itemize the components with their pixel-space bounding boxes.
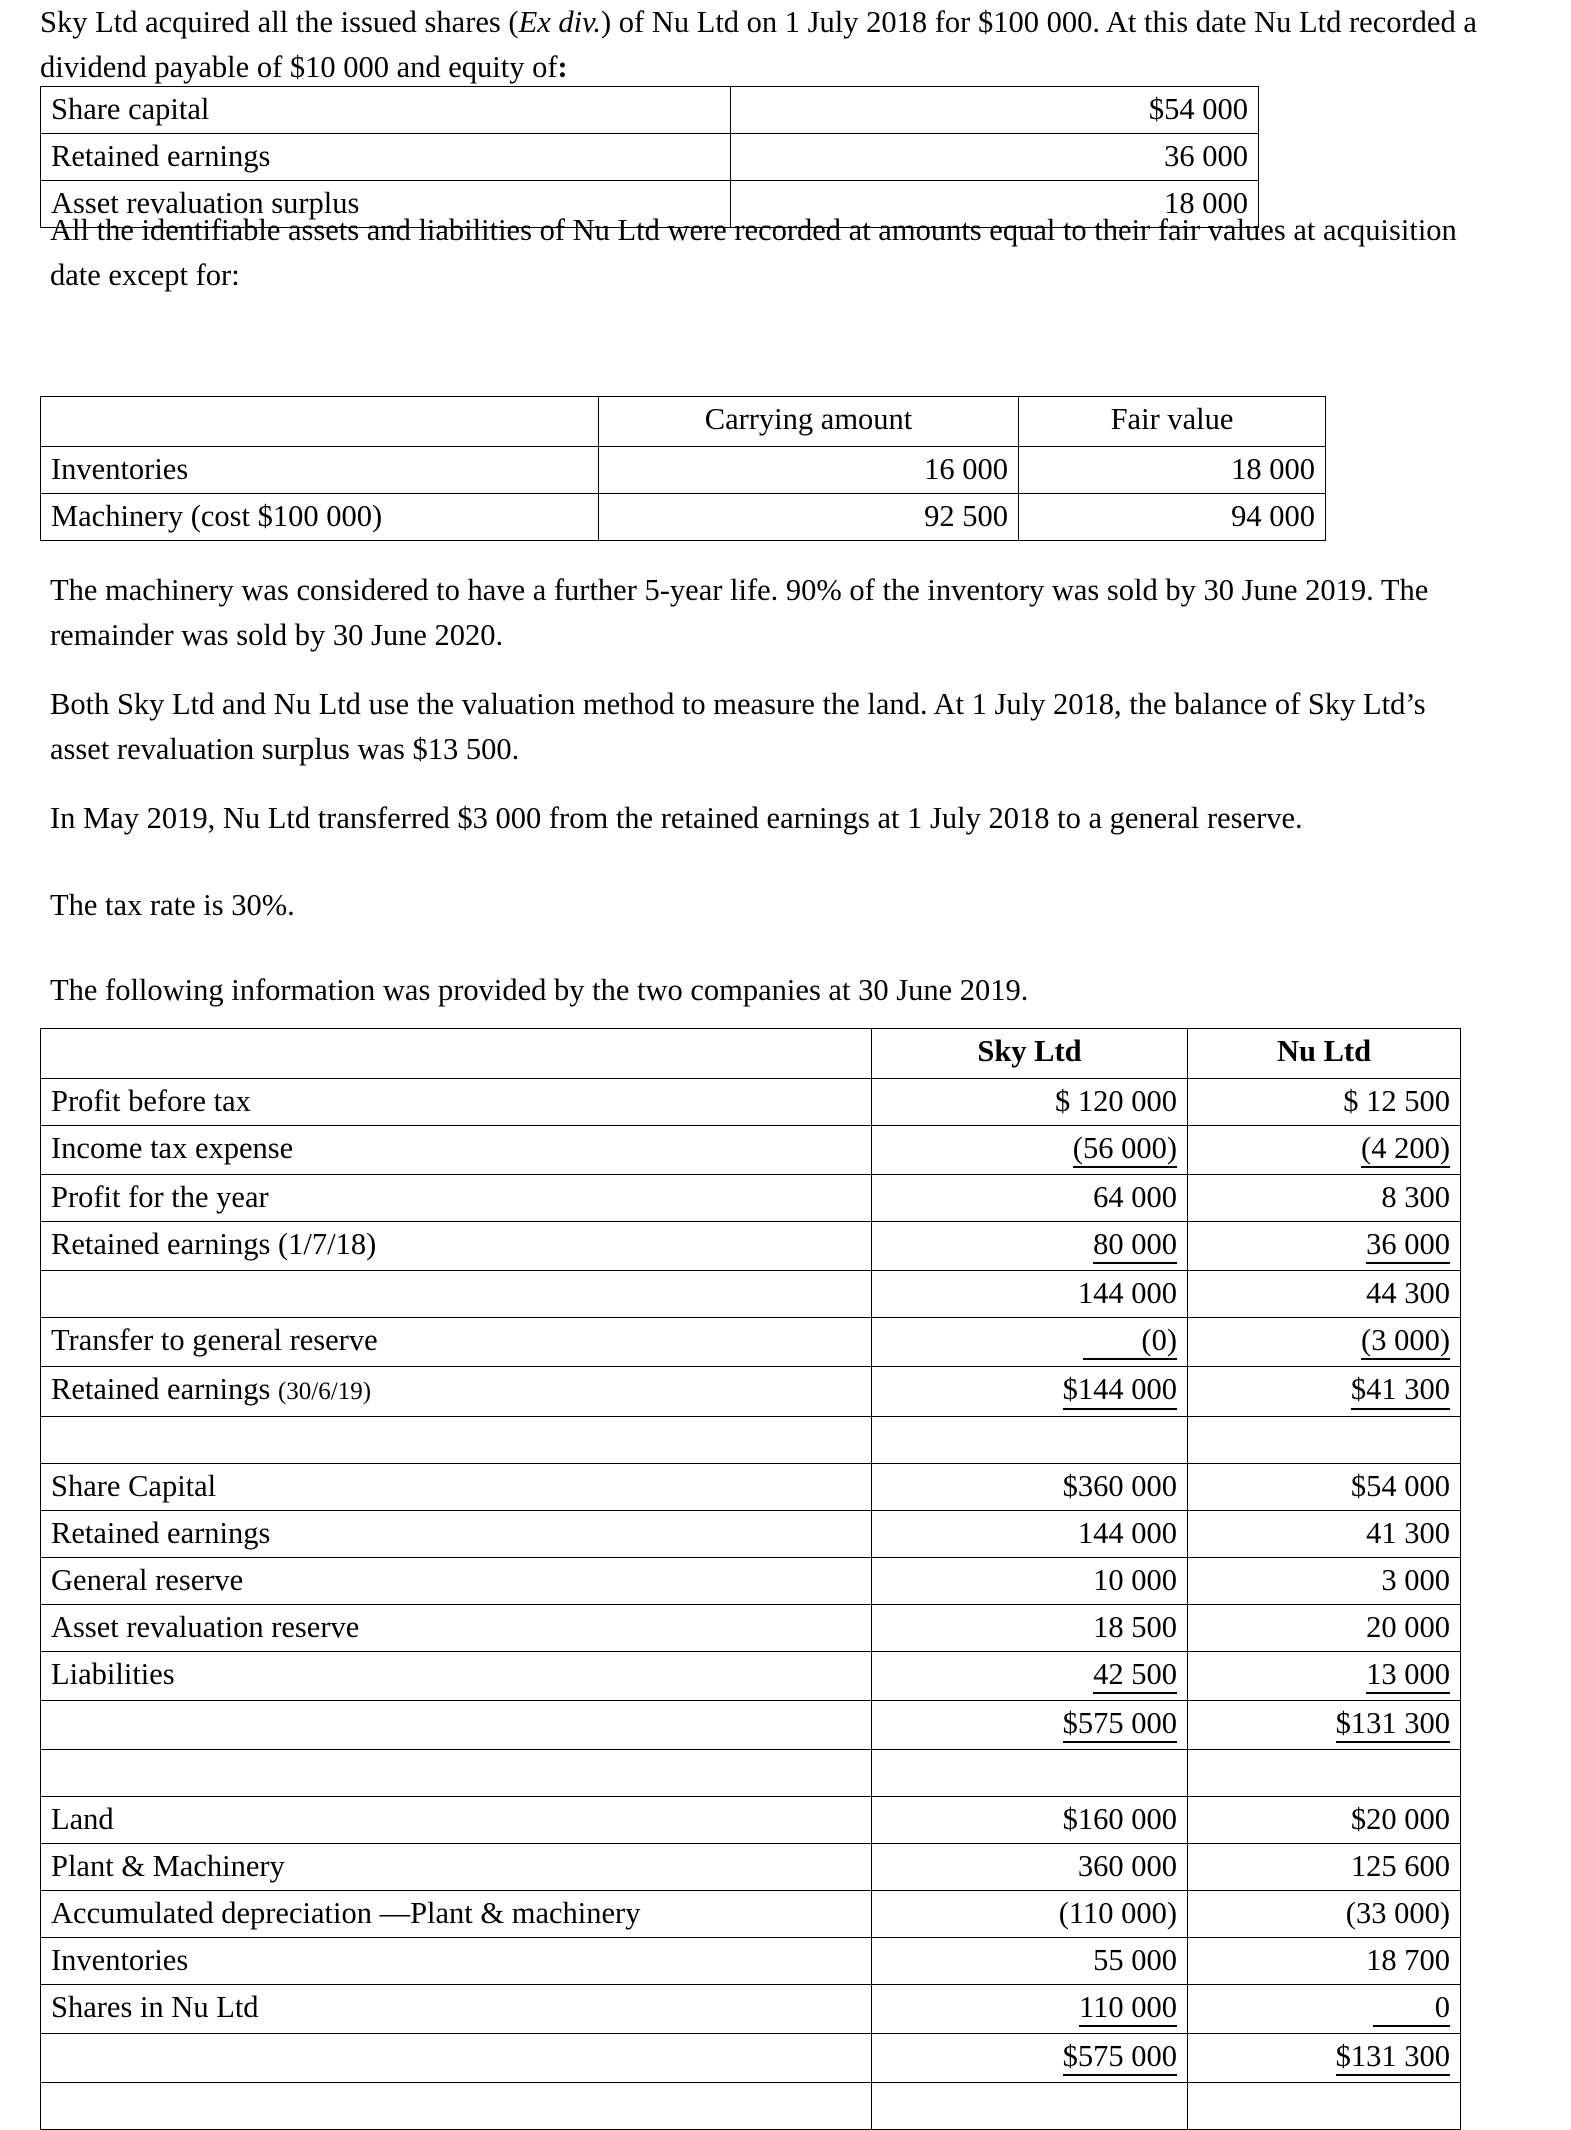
intro-text-b: ) of Nu Ltd on 1 July 2018 for $100 000. At this date Nu Ltd recorded a dividend payable of $10 000 and equity of: [40, 5, 1477, 84]
row-value-nu-text: 125 600: [1350, 1848, 1450, 1883]
row-value-sky: [872, 1416, 1188, 1463]
row-value-nu: [1188, 1843, 1461, 1890]
row-value-nu-text: $131 300: [1336, 2039, 1450, 2076]
row-value-sky: [872, 1271, 1188, 1318]
row-value-sky: [872, 1079, 1188, 1126]
row-value-sky: [872, 1651, 1188, 1700]
row-label: Transfer to general reserve: [41, 1318, 872, 1367]
row-value-sky-text: (56 000): [1073, 1131, 1177, 1168]
row-label: Retained earnings: [41, 1510, 872, 1557]
row-value-sky-text: 42 500: [1093, 1657, 1177, 1694]
row-value-nu-text: 8 300: [1381, 1180, 1450, 1215]
row-value-nu-text: (4 200): [1361, 1131, 1450, 1168]
table-row: [41, 1700, 1461, 1749]
equity-label-asset-revaluation-surplus: Asset revaluation surplus: [41, 181, 731, 228]
row-value-sky-text: 64 000: [1093, 1180, 1177, 1215]
row-value-sky-text: 18 500: [1093, 1609, 1177, 1644]
row-label: General reserve: [41, 1557, 872, 1604]
row-value-sky-text: 10 000: [1093, 1562, 1177, 1597]
row-label: Income tax expense: [41, 1126, 872, 1175]
row-label: Liabilities: [41, 1651, 872, 1700]
table-row: [41, 134, 1259, 181]
row-label: [41, 1700, 872, 1749]
row-value-sky-text: $575 000: [1063, 2039, 1177, 2076]
row-label-text: Retained earnings: [51, 1372, 278, 1407]
row-value-nu-text: $131 300: [1336, 1706, 1450, 1743]
table-row: [41, 1318, 1461, 1367]
table-header-row: [41, 397, 1326, 447]
row-value-nu-text: 41 300: [1366, 1515, 1450, 1550]
financials-header-nu-ltd: Nu Ltd: [1188, 1029, 1461, 1079]
row-label: Accumulated depreciation —Plant & machinery: [41, 1890, 872, 1937]
table-row: [41, 1175, 1461, 1222]
row-value-sky: [872, 1890, 1188, 1937]
table-row: [41, 1984, 1461, 2033]
row-label: [41, 1749, 872, 1796]
row-label: [41, 2034, 872, 2083]
row-label: Asset revaluation reserve: [41, 1604, 872, 1651]
fairvalue-carrying-inventories: 16 000: [599, 447, 1019, 494]
row-value-nu: [1188, 1651, 1461, 1700]
fairvalue-carrying-machinery: 92 500: [599, 494, 1019, 541]
row-value-sky-text: $160 000: [1062, 1801, 1177, 1836]
row-value-nu: [1188, 1126, 1461, 1175]
row-value-nu: [1188, 1463, 1461, 1510]
row-value-nu-text: 0: [1373, 1990, 1450, 2027]
fair-value-table: [40, 396, 1326, 541]
equity-amount-retained-earnings: 36 000: [731, 134, 1259, 181]
row-value-nu-text: 44 300: [1366, 1276, 1450, 1311]
row-value-nu-text: 36 000: [1366, 1227, 1450, 1264]
fairvalue-header-blank: [41, 397, 599, 447]
row-value-sky: [872, 1126, 1188, 1175]
row-value-sky: [872, 1510, 1188, 1557]
transfer-paragraph: In May 2019, Nu Ltd transferred $3 000 from the retained earnings at 1 July 2018 to a general reserve.: [50, 801, 1303, 835]
table-row: [41, 1557, 1461, 1604]
table-row-spacer: [41, 1749, 1461, 1796]
row-value-nu-text: 20 000: [1366, 1609, 1450, 1644]
row-value-sky: [872, 1222, 1188, 1271]
following-information-paragraph: The following information was provided by the two companies at 30 June 2019.: [50, 973, 1029, 1007]
fairvalue-fair-machinery: 94 000: [1019, 494, 1326, 541]
fairvalue-fair-inventories: 18 000: [1019, 447, 1326, 494]
table-row: [41, 1651, 1461, 1700]
table-row: [41, 87, 1259, 134]
table-row-spacer: [41, 2083, 1461, 2130]
row-value-sky-text: $144 000: [1063, 1372, 1177, 1409]
row-value-nu: [1188, 2034, 1461, 2083]
row-value-sky-text: 144 000: [1077, 1276, 1177, 1311]
tax-rate-paragraph: The tax rate is 30%.: [50, 888, 295, 922]
row-value-nu-text: 3 000: [1381, 1562, 1450, 1597]
row-value-sky-text: $360 000: [1062, 1468, 1177, 1503]
intro-text-italic: Ex div.: [518, 5, 601, 39]
row-value-nu: [1188, 1937, 1461, 1984]
row-value-nu: [1188, 1175, 1461, 1222]
row-value-sky: [872, 1700, 1188, 1749]
row-value-nu: [1188, 1890, 1461, 1937]
row-value-nu: [1188, 2083, 1461, 2130]
equity-label-retained-earnings: Retained earnings: [41, 134, 731, 181]
row-value-sky: [872, 1843, 1188, 1890]
row-label: Share Capital: [41, 1463, 872, 1510]
table-row: [41, 494, 1326, 541]
row-value-nu-text: $54 000: [1350, 1468, 1450, 1503]
row-value-sky-text: 110 000: [1079, 1990, 1177, 2027]
row-value-sky-text: 144 000: [1077, 1515, 1177, 1550]
row-value-nu: [1188, 1510, 1461, 1557]
table-row: [41, 1796, 1461, 1843]
fairvalue-header-carrying-amount: Carrying amount: [599, 397, 1019, 447]
row-label: Profit before tax: [41, 1079, 872, 1126]
row-value-nu-text: 13 000: [1366, 1657, 1450, 1694]
row-value-sky: [872, 1984, 1188, 2033]
row-value-sky: [872, 1604, 1188, 1651]
table-row: [41, 447, 1326, 494]
fairvalue-label-machinery: Machinery (cost $100 000): [41, 494, 599, 541]
table-row: [41, 2034, 1461, 2083]
row-value-sky: [872, 2083, 1188, 2130]
row-value-nu-text: $ 12 500: [1343, 1084, 1450, 1118]
row-label-date: (30/6/19): [277, 1378, 372, 1406]
row-value-sky-text: (110 000): [1058, 1895, 1177, 1930]
row-label: Plant & Machinery: [41, 1843, 872, 1890]
fairvalue-label-inventories: Inventories: [41, 447, 599, 494]
table-row: [41, 1367, 1461, 1416]
row-value-nu-text: $41 300: [1351, 1372, 1450, 1409]
row-value-nu-text: 18 700: [1366, 1942, 1450, 1977]
table-row: [41, 1222, 1461, 1271]
table-row: [41, 1126, 1461, 1175]
row-value-nu: [1188, 1984, 1461, 2033]
row-value-nu: [1188, 1700, 1461, 1749]
equity-amount-asset-revaluation-surplus: 18 000: [731, 181, 1259, 228]
equity-table: [40, 86, 1259, 228]
row-value-sky-text: (0): [1083, 1323, 1177, 1360]
table-row: [41, 1604, 1461, 1651]
row-label: [41, 2083, 872, 2130]
intro-paragraph: [40, 0, 1490, 90]
fairvalue-header-fair-value: Fair value: [1019, 397, 1326, 447]
table-row: [41, 1079, 1461, 1126]
row-label: Inventories: [41, 1937, 872, 1984]
equity-label-share-capital: Share capital: [41, 87, 731, 134]
row-value-nu: [1188, 1557, 1461, 1604]
financials-header-sky-ltd: Sky Ltd: [872, 1029, 1188, 1079]
row-label: Shares in Nu Ltd: [41, 1984, 872, 2033]
table-row: [41, 1843, 1461, 1890]
row-value-sky: [872, 1557, 1188, 1604]
land-paragraph: Both Sky Ltd and Nu Ltd use the valuation method to measure the land. At 1 July 2018, the balance of Sky Ltd’s asset revaluation surplus was $13 500.: [50, 687, 1426, 766]
table-row: [41, 1463, 1461, 1510]
row-value-sky: [872, 2034, 1188, 2083]
row-value-sky-text: 55 000: [1093, 1942, 1177, 1977]
row-label: [41, 1416, 872, 1463]
table-header-row: [41, 1029, 1461, 1079]
intro-text-colon: :: [557, 50, 568, 84]
machinery-paragraph: The machinery was considered to have a further 5-year life. 90% of the inventory was sold by 30 June 2019. The remainder was sold by 30 June 2020.: [50, 573, 1429, 652]
row-label: [41, 1271, 872, 1318]
table-row-spacer: [41, 1416, 1461, 1463]
row-label: Land: [41, 1796, 872, 1843]
row-value-nu: [1188, 1271, 1461, 1318]
row-value-nu-text: $20 000: [1350, 1801, 1450, 1836]
row-value-nu: [1188, 1604, 1461, 1651]
row-value-sky: [872, 1175, 1188, 1222]
table-row: [41, 1890, 1461, 1937]
row-label: Profit for the year: [41, 1175, 872, 1222]
row-value-nu: [1188, 1222, 1461, 1271]
row-label: [41, 1367, 872, 1416]
row-value-sky-text: 360 000: [1077, 1848, 1177, 1883]
row-value-nu: [1188, 1416, 1461, 1463]
row-value-nu: [1188, 1318, 1461, 1367]
intro-text-a: Sky Ltd acquired all the issued shares (: [40, 5, 519, 39]
row-value-nu-text: (3 000): [1361, 1323, 1450, 1360]
row-value-sky: [872, 1749, 1188, 1796]
row-value-sky: [872, 1796, 1188, 1843]
financials-table: [40, 1028, 1461, 2130]
row-value-nu-text: (33 000): [1345, 1895, 1450, 1930]
row-value-sky-text: $ 120 000: [1055, 1084, 1177, 1118]
table-row: [41, 1510, 1461, 1557]
row-value-sky: [872, 1937, 1188, 1984]
row-value-sky-text: 80 000: [1093, 1227, 1177, 1264]
row-value-sky-text: $575 000: [1063, 1706, 1177, 1743]
row-value-sky: [872, 1367, 1188, 1416]
fair-values-paragraph: All the identifiable assets and liabilities of Nu Ltd were recorded at amounts equal to their fair values at acquisition date except for:: [50, 213, 1457, 292]
table-row: [41, 1271, 1461, 1318]
financials-header-blank: [41, 1029, 872, 1079]
row-value-sky: [872, 1318, 1188, 1367]
table-row: [41, 1937, 1461, 1984]
row-label: Retained earnings (1/7/18): [41, 1222, 872, 1271]
row-value-sky: [872, 1463, 1188, 1510]
equity-amount-share-capital: $54 000: [731, 87, 1259, 134]
row-value-nu: [1188, 1749, 1461, 1796]
row-value-nu: [1188, 1796, 1461, 1843]
row-value-nu: [1188, 1367, 1461, 1416]
row-value-nu: [1188, 1079, 1461, 1126]
